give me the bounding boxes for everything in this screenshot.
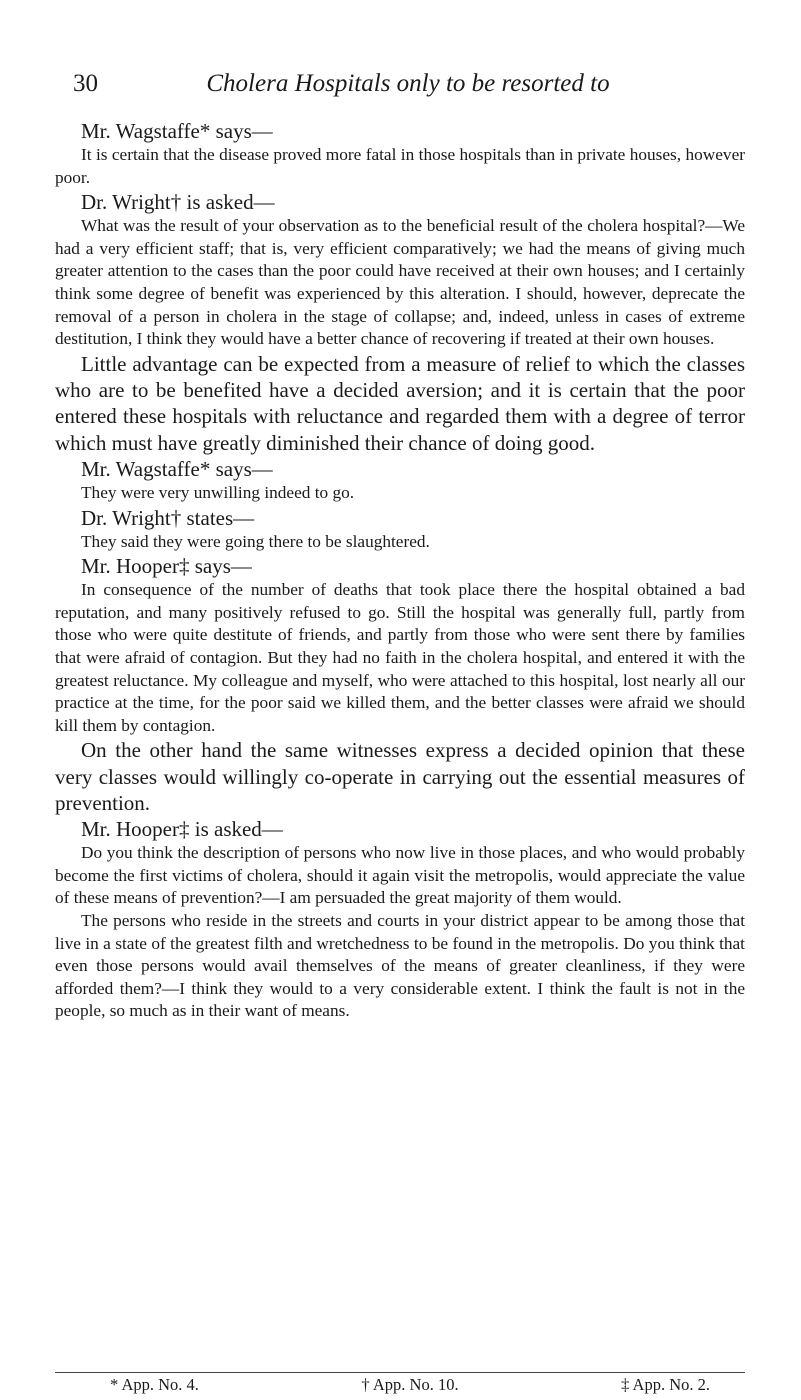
quoted-testimony: It is certain that the disease proved more fatal in those hospitals than in private houses, however poor. bbox=[55, 145, 745, 187]
speaker-line: Mr. Wagstaffe* says— bbox=[81, 456, 273, 481]
speaker-line: Dr. Wright† is asked— bbox=[81, 190, 275, 215]
footnote-divider bbox=[55, 1372, 745, 1373]
quoted-testimony: In consequence of the number of deaths that took place there the hospital obtained a bad reputation, and many positively refused to go. Still the hospital was generally full, partly from those who were quite destitute of friends, and partly from those who were sent there by families that were afraid of contagion. But they had no faith in the cholera hospital, and entered it with the greatest reluctance. My colleague and myself, who were attached to this hospital, lost nearly all our practice at the time, for the poor said we killed them, and the better classes were afraid we should kill them by contagion. bbox=[55, 580, 745, 735]
quoted-testimony: They were very unwilling indeed to go. bbox=[81, 482, 355, 502]
footnote: * App. No. 4. bbox=[110, 1375, 199, 1394]
speaker-line: Mr. Wagstaffe* says— bbox=[81, 119, 273, 143]
quoted-testimony: They said they were going there to be slaughtered. bbox=[81, 531, 430, 551]
quoted-testimony: The persons who reside in the streets and courts in your district appear to be among those that live in a state of the greatest filth and wretchedness to be found in the metropolis. Do you think that even those persons would avail themselves of the means of greater cleanliness, if they were afforded them?—I think they would to a very considerable extent. I think the fault is not in the people, so much as in their want of means. bbox=[55, 910, 745, 1021]
page-number: 30 bbox=[73, 70, 98, 97]
speaker-line: Mr. Hooper‡ is asked— bbox=[81, 817, 283, 842]
footnote: † App. No. 10. bbox=[361, 1375, 459, 1394]
page-body bbox=[55, 118, 745, 1023]
quoted-testimony: What was the result of your observation as to the beneficial result of the cholera hospital?—We had a very efficient staff; that is, very efficient comparatively; we had the means of giving much greater attention to the cases than the poor could have received at their own houses; and I certainly think some degree of benefit was experienced by this alteration. I should, however, deprecate the removal of a person in cholera in the stage of collapse; and, indeed, unless in cases of extreme destitution, I think they would have a better chance of recovering if treated at their own houses. bbox=[55, 216, 745, 349]
running-title: Cholera Hospitals only to be resorted to bbox=[206, 70, 610, 97]
footnotes bbox=[110, 1375, 710, 1395]
narrative-paragraph: Little advantage can be expected from a measure of relief to which the classes who are to be benefited have a decided aversion; and it is certain that the poor entered these hospitals with reluctance and regarded them with a degree of terror which must have greatly diminished their chance of doing good. bbox=[55, 351, 745, 455]
speaker-line: Mr. Hooper‡ says— bbox=[81, 554, 252, 579]
quoted-testimony: Do you think the description of persons who now live in those places, and who would probably become the first victims of cholera, should it again visit the metropolis, would appreciate the value of these means of prevention?—I am persuaded the great majority of them would. bbox=[55, 843, 745, 908]
narrative-paragraph: On the other hand the same witnesses express a decided opinion that these very classes would willingly co-operate in carrying out the essential measures of prevention. bbox=[55, 738, 745, 815]
footnote: ‡ App. No. 2. bbox=[621, 1375, 710, 1394]
speaker-line: Dr. Wright† states— bbox=[81, 505, 255, 530]
page-header bbox=[73, 70, 733, 98]
